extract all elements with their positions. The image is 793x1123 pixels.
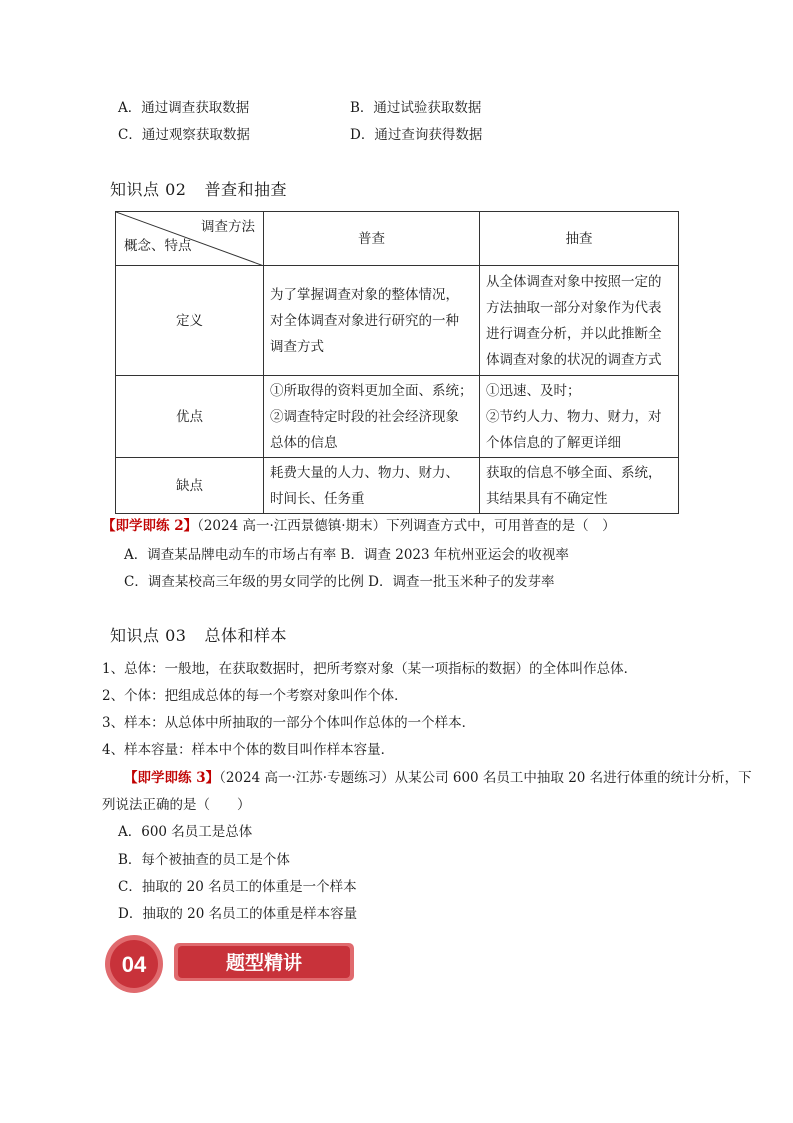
def-sample: 3、样本：从总体中所抽取的一部分个体叫作总体的一个样本． xyxy=(102,715,476,731)
cell-line: 为了掌握调查对象的整体情况， xyxy=(270,286,459,303)
cell-line: 方法抽取一部分对象作为代表 xyxy=(486,299,662,316)
table-cell xyxy=(264,458,480,514)
kp03-number: 知识点 03 xyxy=(110,626,187,645)
kp02-name: 普查和抽查 xyxy=(204,180,287,199)
cell-line: 耗费大量的人力、物力、财力、 xyxy=(270,464,459,481)
cell-line: 调查方式 xyxy=(270,338,324,355)
practice2-options-ab: A．调查某品牌电动车的市场占有率 B．调查 2023 年杭州亚运会的收视率 xyxy=(124,547,569,563)
cell-line: 其结果具有不确定性 xyxy=(486,490,608,507)
practice3-question xyxy=(124,768,752,788)
table-row xyxy=(116,376,679,458)
section-banner xyxy=(104,932,356,994)
option-d: D．通过查询获得数据 xyxy=(350,127,483,143)
row-label: 优点 xyxy=(116,376,264,458)
banner-label: 题型精讲 xyxy=(225,952,303,974)
def-population: 1、总体：一般地，在获取数据时，把所考察对象（某一项指标的数据）的全体叫作总体． xyxy=(102,661,638,677)
banner-number: 04 xyxy=(121,952,147,977)
table-cell xyxy=(264,266,480,376)
cell-line: ②节约人力、物力、财力，对 xyxy=(486,408,662,425)
comparison-table xyxy=(115,211,679,514)
cell-line: ①所取得的资料更加全面、系统； xyxy=(270,382,473,399)
practice3-text: （2024 高一·江苏·专题练习）从某公司 600 名员工中抽取 20 名进行体重的统计分析，下 xyxy=(219,770,752,786)
cell-line: 个体信息的了解更详细 xyxy=(486,434,621,451)
table-cell xyxy=(480,458,679,514)
cell-line: 时间长、任务重 xyxy=(270,490,365,507)
kp02-number: 知识点 02 xyxy=(110,180,187,199)
col-header-census: 普查 xyxy=(264,212,480,266)
kp02-heading xyxy=(110,177,287,200)
practice3-option-d: D．抽取的 20 名员工的体重是样本容量 xyxy=(118,906,358,922)
cell-line: 总体的信息 xyxy=(270,434,338,451)
kp03-name: 总体和样本 xyxy=(204,626,287,645)
practice2-options-cd: C．调查某校高三年级的男女同学的比例 D．调查一批玉米种子的发芽率 xyxy=(124,574,555,590)
cell-line: 对全体调查对象进行研究的一种 xyxy=(270,312,459,329)
row-label: 缺点 xyxy=(116,458,264,514)
cell-line: 进行调查分析，并以此推断全 xyxy=(486,325,662,342)
diagonal-header-cell xyxy=(116,212,264,266)
diag-top-label: 调查方法 xyxy=(201,219,255,235)
def-individual: 2、个体：把组成总体的每一个考察对象叫作个体． xyxy=(102,688,408,704)
diag-bottom-label: 概念、特点 xyxy=(124,238,192,254)
col-header-sampling: 抽查 xyxy=(480,212,679,266)
table-row xyxy=(116,458,679,514)
practice3-tag: 【即学即练 3】 xyxy=(124,770,220,786)
def-sample-size: 4、样本容量：样本中个体的数目叫作样本容量． xyxy=(102,742,395,758)
practice3-option-c: C．抽取的 20 名员工的体重是一个样本 xyxy=(118,879,357,895)
row-label: 定义 xyxy=(116,266,264,376)
practice3-option-a: A．600 名员工是总体 xyxy=(118,824,253,840)
kp03-heading xyxy=(110,623,287,646)
table-cell xyxy=(264,376,480,458)
option-b: B．通过试验获取数据 xyxy=(350,100,482,116)
banner-shape xyxy=(104,932,356,994)
option-c: C．通过观察获取数据 xyxy=(118,127,250,143)
table-header-row xyxy=(116,212,679,266)
cell-line: ②调查特定时段的社会经济现象 xyxy=(270,408,459,425)
cell-line: 体调查对象的状况的调查方式 xyxy=(486,351,662,368)
cell-line: 从全体调查对象中按照一定的 xyxy=(486,273,662,290)
practice2-tag: 【即学即练 2】 xyxy=(102,518,198,534)
practice2-text: （2024 高一·江西景德镇·期末）下列调查方式中，可用普查的是（ ） xyxy=(197,518,616,534)
table-cell xyxy=(480,376,679,458)
cell-line: 获取的信息不够全面、系统， xyxy=(486,464,662,481)
table-cell xyxy=(480,266,679,376)
practice3-option-b: B．每个被抽查的员工是个体 xyxy=(118,852,290,868)
option-a: A．通过调查获取数据 xyxy=(118,100,250,116)
practice3-text-cont: 列说法正确的是（ ） xyxy=(102,797,251,813)
table-row xyxy=(116,266,679,376)
practice2-question xyxy=(102,514,616,534)
cell-line: ①迅速、及时； xyxy=(486,382,581,399)
